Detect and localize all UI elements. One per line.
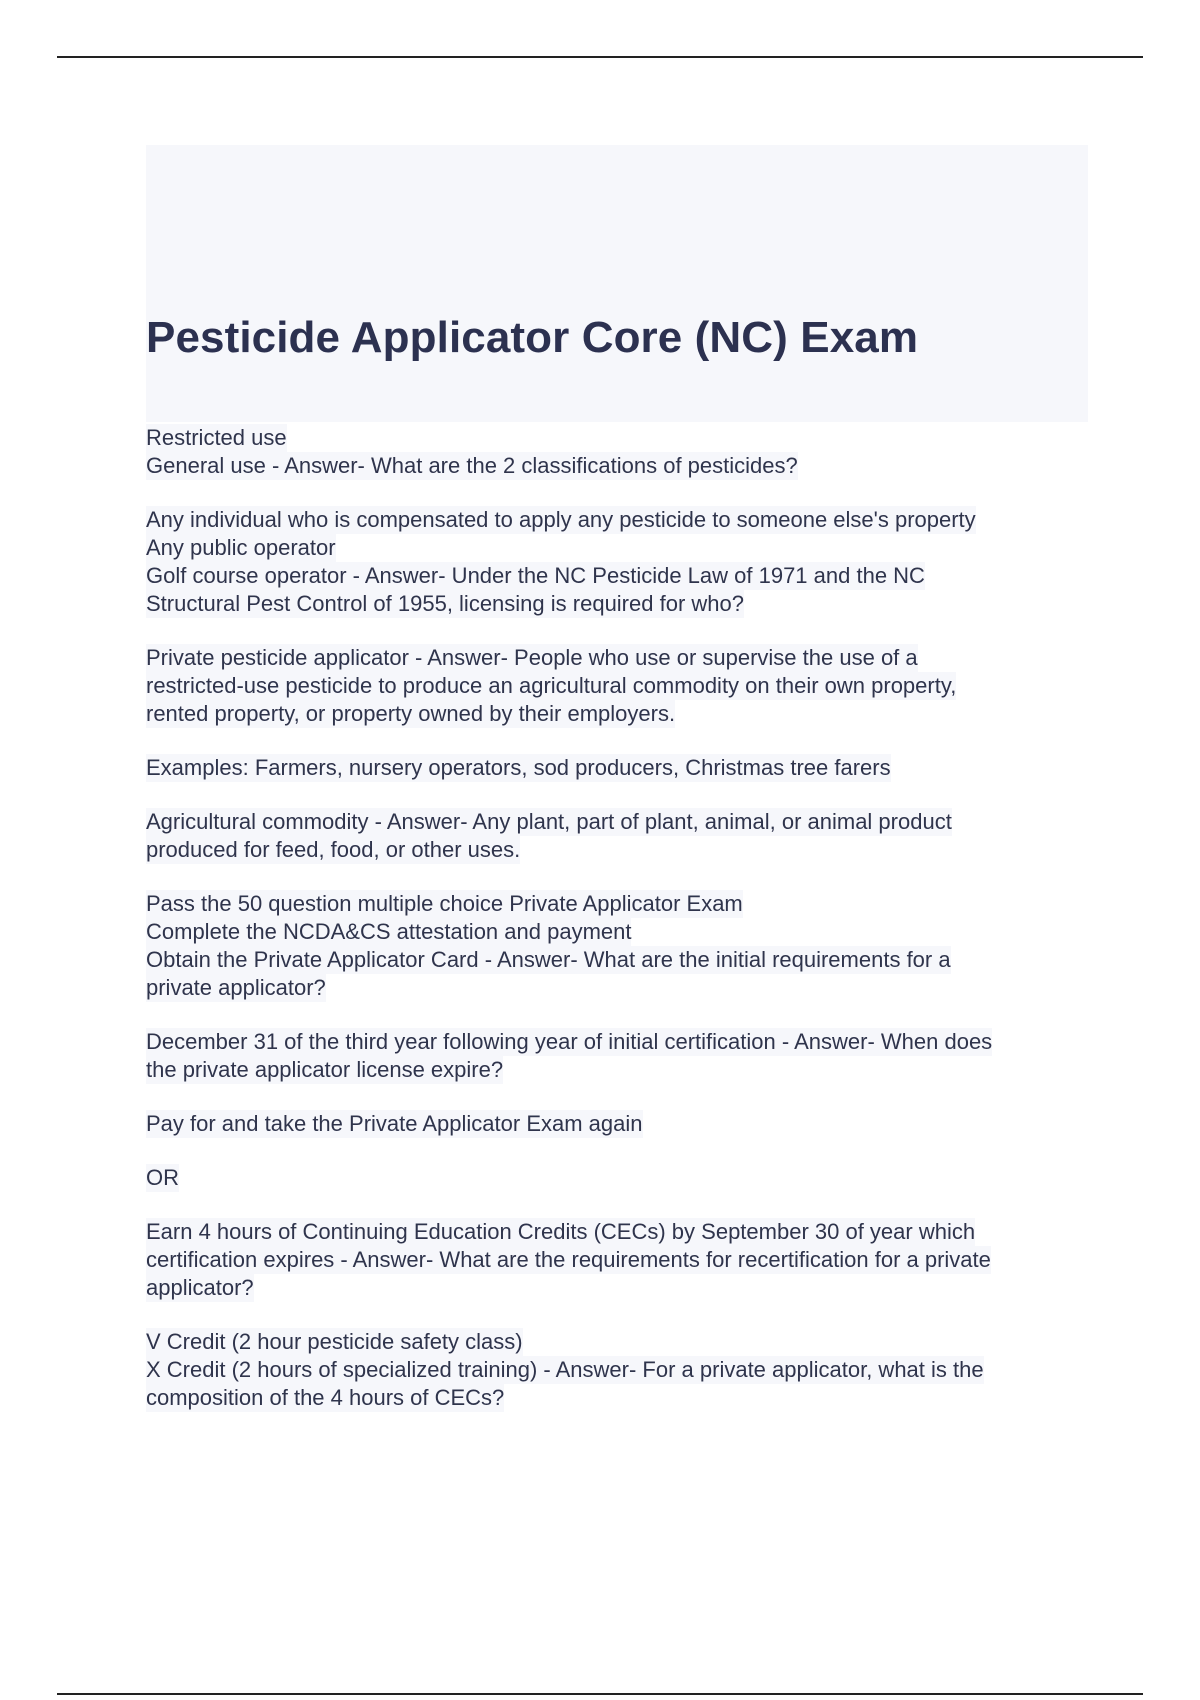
page-top-rule [57,56,1143,58]
qa-text-line: Structural Pest Control of 1955, licensing is required for who? [146,591,744,616]
qa-entry [146,1218,1096,1302]
qa-text-line: Private pesticide applicator - Answer- People who use or supervise the use of a [146,645,918,670]
qa-text-line: Restricted use [146,425,287,450]
qa-text-line: General use - Answer- What are the 2 classifications of pesticides? [146,453,798,478]
qa-text-line: X Credit (2 hours of specialized training) - Answer- For a private applicator, what is the [146,1357,984,1382]
qa-text-line: composition of the 4 hours of CECs? [146,1385,505,1410]
qa-entry [146,1164,1096,1192]
qa-text-line: applicator? [146,1275,254,1300]
qa-text-line: produced for feed, food, or other uses. [146,837,521,862]
qa-text-line: private applicator? [146,975,326,1000]
document-title: Pesticide Applicator Core (NC) Exam [146,313,919,362]
qa-entry [146,424,1096,480]
qa-entry [146,754,1096,782]
qa-text-line: Any public operator [146,535,336,560]
qa-text-line: rented property, or property owned by their employers. [146,701,676,726]
qa-entry [146,1328,1096,1412]
title-banner [146,145,1088,422]
qa-text-line: Pass the 50 question multiple choice Private Applicator Exam [146,891,743,916]
qa-text-line: Golf course operator - Answer- Under the NC Pesticide Law of 1971 and the NC [146,563,925,588]
qa-text-line: Complete the NCDA&CS attestation and payment [146,919,632,944]
qa-entry [146,1028,1096,1084]
qa-text-line: Earn 4 hours of Continuing Education Credits (CECs) by September 30 of year which [146,1219,976,1244]
qa-content [146,424,1096,1438]
qa-entry [146,1110,1096,1138]
qa-text-line: OR [146,1165,179,1190]
qa-entry [146,890,1096,1002]
qa-entry [146,808,1096,864]
qa-text-line: restricted-use pesticide to produce an agricultural commodity on their own property, [146,673,957,698]
qa-text-line: Pay for and take the Private Applicator Exam again [146,1111,643,1136]
qa-entry [146,644,1096,728]
qa-text-line: V Credit (2 hour pesticide safety class) [146,1329,523,1354]
qa-text-line: December 31 of the third year following year of initial certification - Answer- When does [146,1029,993,1054]
qa-text-line: the private applicator license expire? [146,1057,504,1082]
qa-text-line: certification expires - Answer- What are the requirements for recertification for a private [146,1247,991,1272]
page-bottom-rule [57,1693,1143,1695]
qa-text-line: Obtain the Private Applicator Card - Answer- What are the initial requirements for a [146,947,951,972]
qa-text-line: Agricultural commodity - Answer- Any plant, part of plant, animal, or animal product [146,809,952,834]
qa-entry [146,506,1096,618]
qa-text-line: Any individual who is compensated to apply any pesticide to someone else's property [146,507,976,532]
qa-text-line: Examples: Farmers, nursery operators, sod producers, Christmas tree farers [146,755,891,780]
